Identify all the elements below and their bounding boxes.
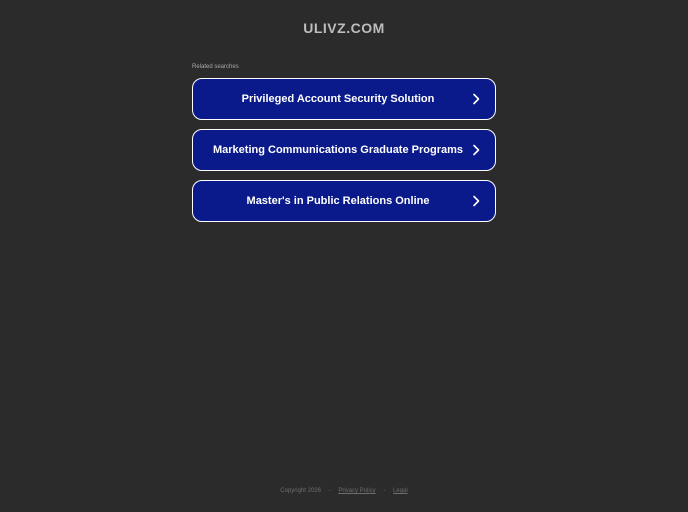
related-search-label: Master's in Public Relations Online: [246, 195, 430, 207]
footer-separator: -: [383, 488, 386, 494]
chevron-right-icon: [471, 144, 481, 156]
related-search-button[interactable]: [192, 180, 496, 222]
copyright-text: Copyright 2026: [280, 488, 321, 494]
privacy-policy-link[interactable]: Privacy Policy: [338, 488, 376, 494]
related-searches-label: Related searches: [192, 64, 239, 70]
related-search-label: Privileged Account Security Solution: [241, 93, 435, 105]
related-search-label: Marketing Communications Graduate Programs: [213, 144, 463, 156]
chevron-right-icon: [471, 93, 481, 105]
related-search-button[interactable]: [192, 78, 496, 120]
footer: [0, 488, 688, 494]
related-search-button[interactable]: [192, 129, 496, 171]
footer-separator: -: [328, 488, 331, 494]
site-title: ULIVZ.COM: [303, 20, 385, 36]
related-searches-list: [192, 78, 496, 231]
chevron-right-icon: [471, 195, 481, 207]
legal-link[interactable]: Legal: [393, 488, 408, 494]
